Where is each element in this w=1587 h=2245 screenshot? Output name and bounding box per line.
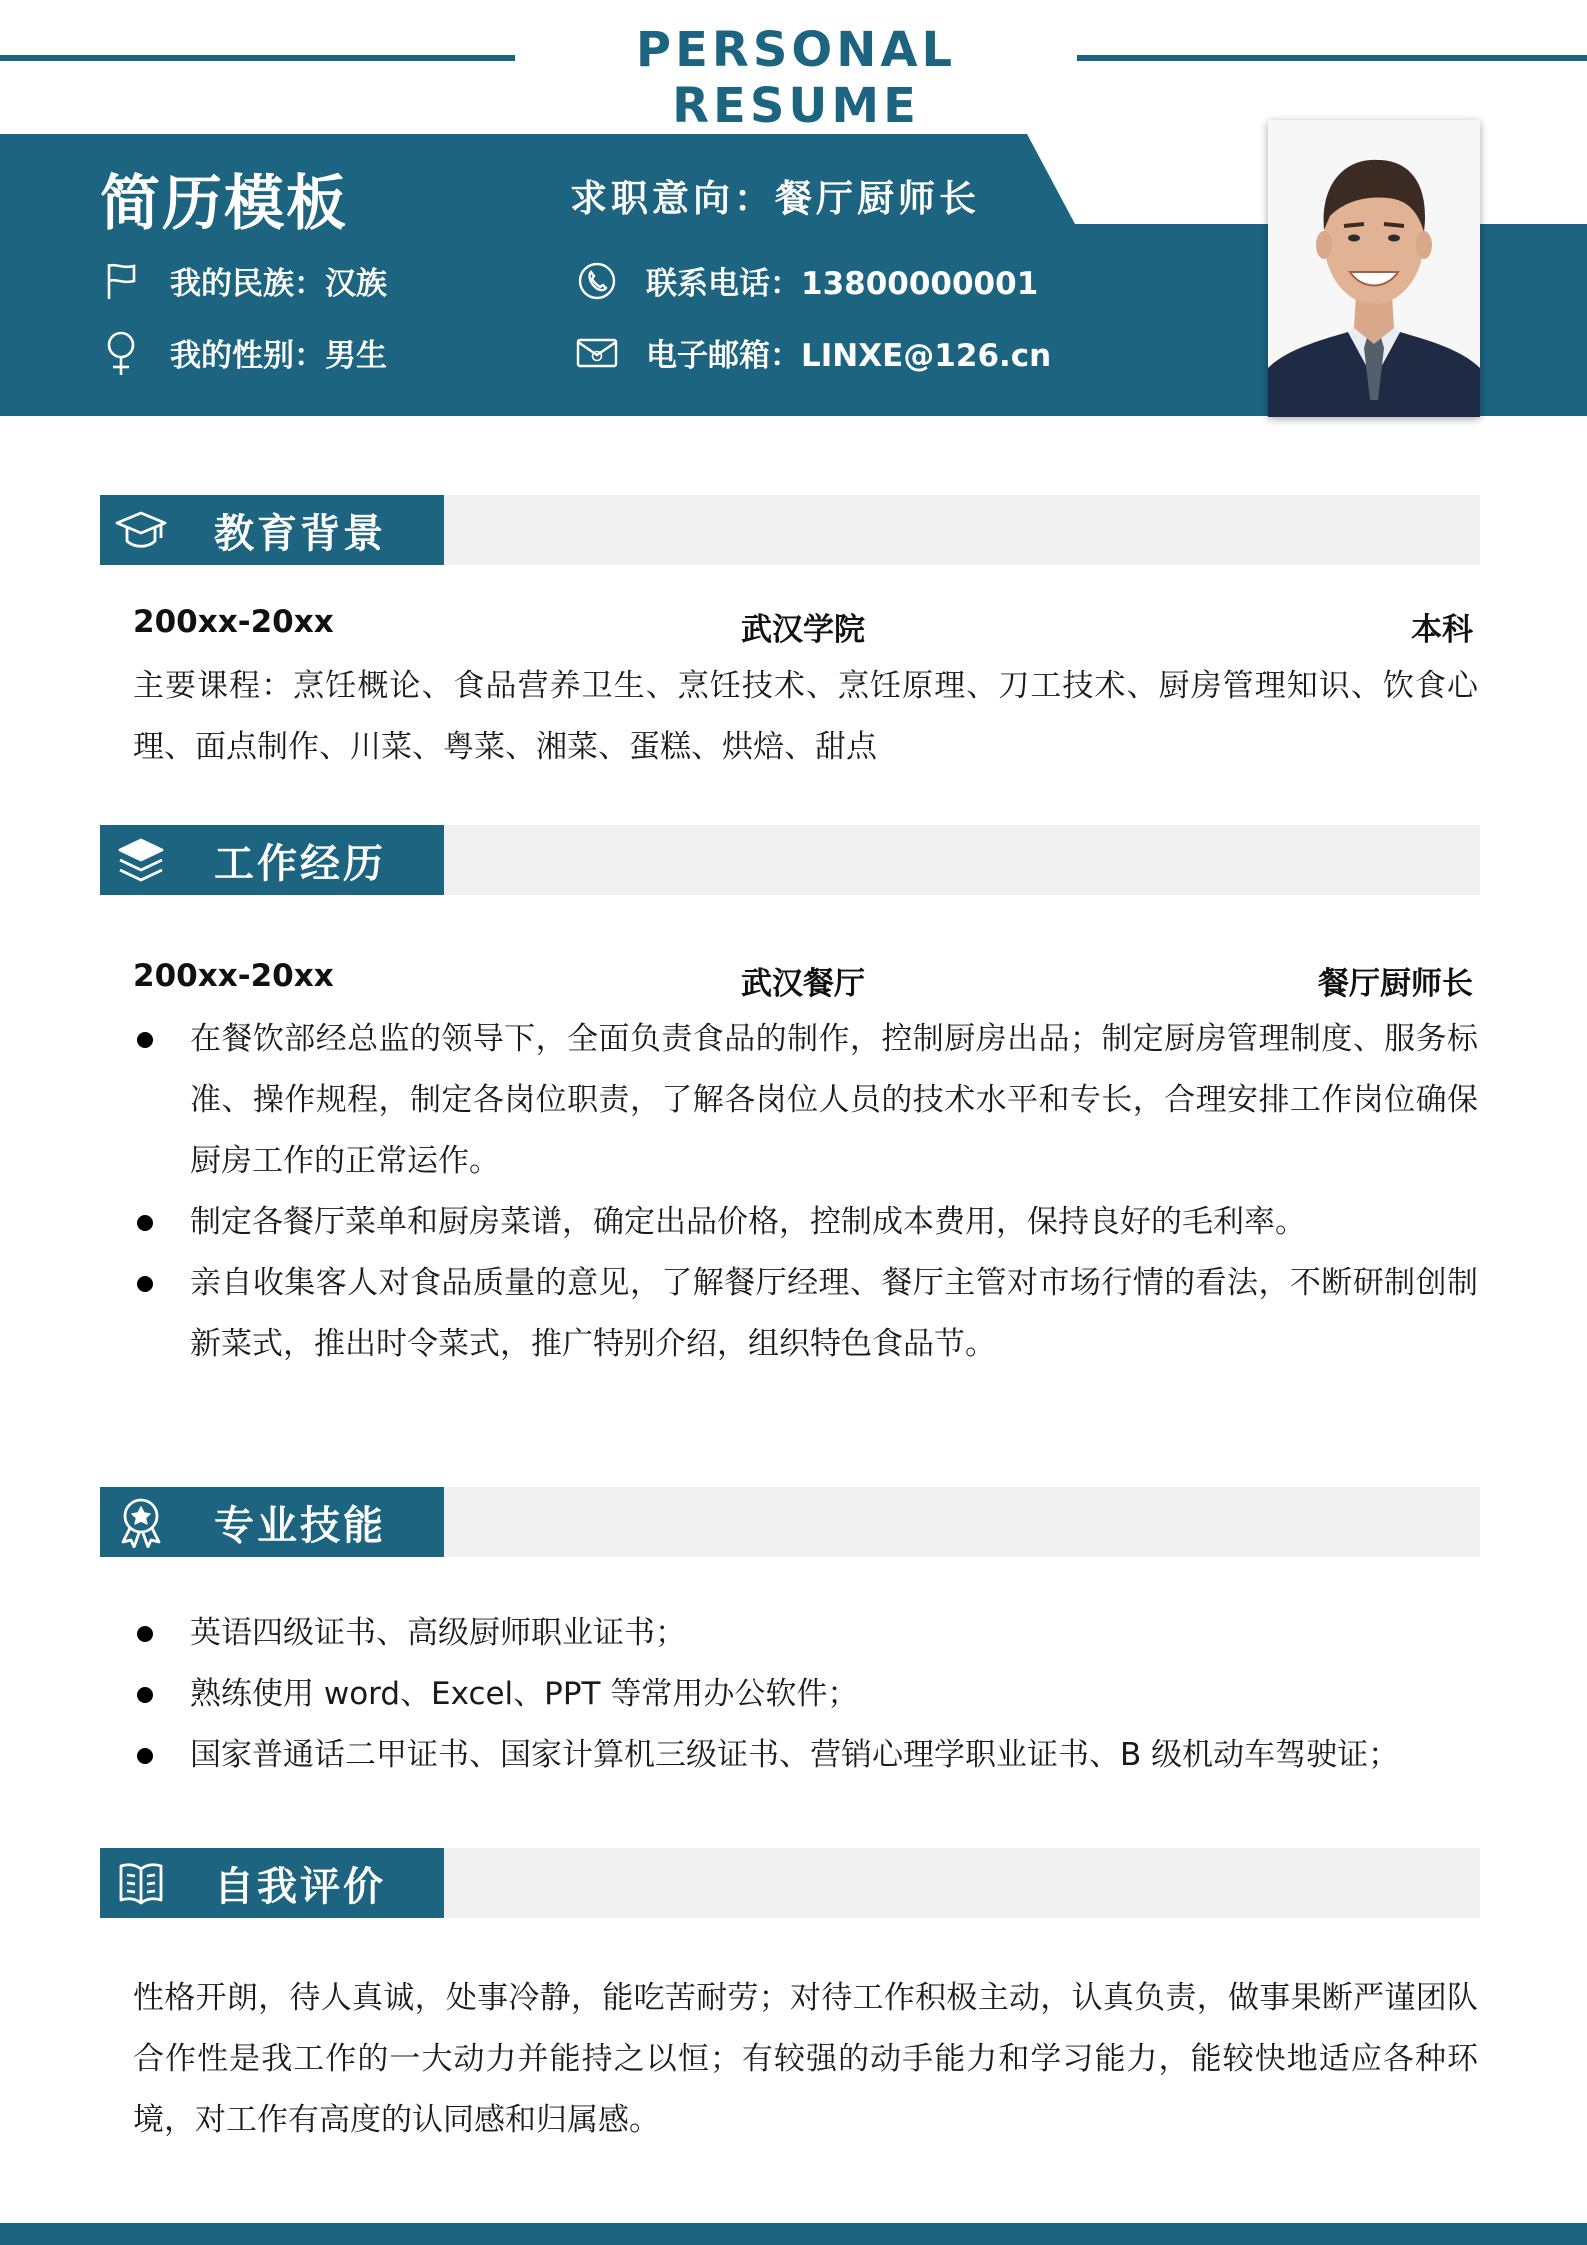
section-self-eval-header <box>100 1848 1480 1918</box>
email-row <box>576 330 1051 375</box>
section-skills-title: 专业技能 <box>214 1502 386 1549</box>
phone-label: 联系电话：13800000001 <box>646 266 1039 302</box>
section-self-eval-title: 自我评价 <box>214 1863 386 1910</box>
award-icon <box>112 1497 170 1547</box>
bullet-dot <box>137 1687 153 1703</box>
section-skills-tab <box>100 1487 444 1557</box>
section-education-header <box>100 495 1480 565</box>
gender-label: 我的性别：男生 <box>170 338 387 374</box>
skill-text: 英语四级证书、高级厨师职业证书； <box>190 1615 686 1651</box>
email-label: 电子邮箱：LINXE@126.cn <box>646 338 1052 374</box>
section-education-tab <box>100 495 444 565</box>
gender-row <box>100 330 387 375</box>
phone-icon <box>576 260 618 302</box>
phone-row <box>576 258 1038 303</box>
footer-bar <box>0 2223 1587 2245</box>
bullet-dot <box>137 1626 153 1642</box>
education-school: 武汉学院 <box>741 612 865 648</box>
work-duty-text: 在餐饮部经总监的领导下，全面负责食品的制作，控制厨房出品；制定厨房管理制度、服务标准、操作规程，制定各岗位职责，了解各岗位人员的技术水平和专长，合理安排工作岗位确保厨房工作的正常运作。 <box>190 1021 1478 1179</box>
work-duties-list <box>133 1009 1478 1375</box>
section-work-tab <box>100 825 444 895</box>
work-position: 餐厅厨师长 <box>1318 966 1473 1002</box>
bullet-dot <box>137 1215 153 1231</box>
work-period: 200xx-20xx <box>133 958 334 994</box>
layers-icon <box>112 835 170 885</box>
graduation-cap-icon <box>112 505 170 555</box>
list-item <box>133 1009 1478 1192</box>
section-skills-header <box>100 1487 1480 1557</box>
work-duty-text: 亲自收集客人对食品质量的意见，了解餐厅经理、餐厅主管对市场行情的看法，不断研制创制新菜式，推出时令菜式，推广特别介绍，组织特色食品节。 <box>190 1265 1478 1362</box>
self-eval-text: 性格开朗，待人真诚，处事冷静，能吃苦耐劳；对待工作积极主动，认真负责，做事果断严谨团队合作性是我工作的一大动力并能持之以恒；有较强的动手能力和学习能力，能较快地适应各种环境，对工作有高度的认同感和归属感。 <box>133 1980 1478 2138</box>
section-education-title: 教育背景 <box>214 510 386 557</box>
work-company: 武汉餐厅 <box>741 966 865 1002</box>
bullet-dot <box>137 1276 153 1292</box>
education-degree: 本科 <box>1411 612 1473 648</box>
education-courses: 主要课程：烹饪概论、食品营养卫生、烹饪技术、烹饪原理、刀工技术、厨房管理知识、饮食心理、面点制作、川菜、粤菜、湘菜、蛋糕、烘焙、甜点 <box>133 668 1478 765</box>
section-work-title: 工作经历 <box>214 840 386 887</box>
section-self-eval-tab <box>100 1848 444 1918</box>
ethnicity-label: 我的民族：汉族 <box>170 266 387 302</box>
list-item <box>133 1725 1478 1786</box>
banner-line-left <box>0 55 515 61</box>
education-entry-row <box>133 604 1473 648</box>
skill-text: 熟练使用 word、Excel、PPT 等常用办公软件； <box>190 1676 859 1712</box>
skill-text: 国家普通话二甲证书、国家计算机三级证书、营销心理学职业证书、B 级机动车驾驶证； <box>190 1737 1400 1773</box>
flag-icon <box>100 260 142 302</box>
email-icon <box>576 332 618 374</box>
job-objective: 求职意向：餐厅厨师长 <box>570 177 980 220</box>
gender-icon <box>100 332 142 374</box>
work-duty-text: 制定各餐厅菜单和厨房菜谱，确定出品价格，控制成本费用，保持良好的毛利率。 <box>190 1204 1306 1240</box>
resume-banner-title: PERSONAL RESUME <box>635 22 957 134</box>
list-item <box>133 1603 1478 1664</box>
bullet-dot <box>137 1748 153 1764</box>
skills-list <box>133 1603 1478 1786</box>
work-entry-row <box>133 958 1473 1002</box>
banner-line-right <box>1077 55 1587 61</box>
candidate-name: 简历模板 <box>100 169 348 239</box>
list-item <box>133 1192 1478 1253</box>
section-work-header <box>100 825 1480 895</box>
profile-photo <box>1268 120 1480 417</box>
book-icon <box>112 1858 170 1908</box>
bullet-dot <box>137 1032 153 1048</box>
ethnicity-row <box>100 258 387 303</box>
list-item <box>133 1664 1478 1725</box>
education-period: 200xx-20xx <box>133 604 334 640</box>
list-item <box>133 1253 1478 1375</box>
